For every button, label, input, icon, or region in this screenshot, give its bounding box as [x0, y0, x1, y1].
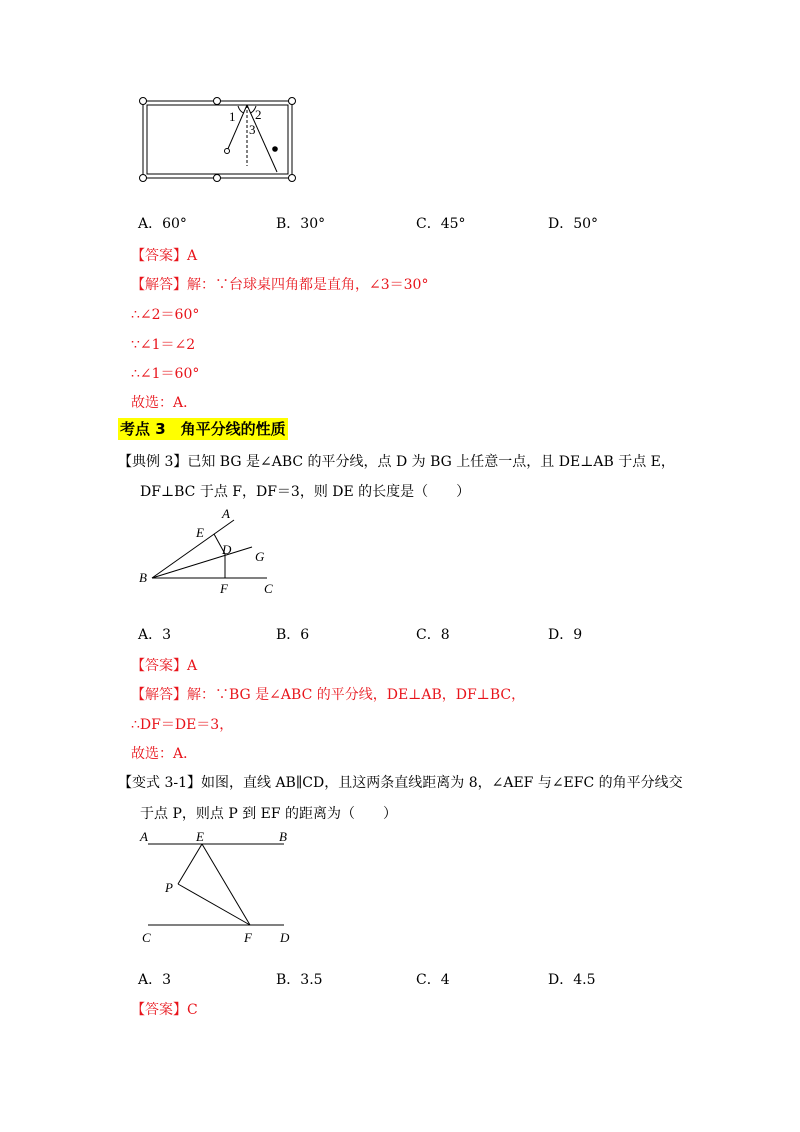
q2-options: [138, 624, 698, 644]
point-a-label: A: [222, 506, 230, 521]
point-e-label: E: [196, 829, 204, 844]
point-c-label: C: [264, 581, 273, 596]
q1-solution-line: 故选：A．: [131, 395, 198, 411]
q2-solution-line: 【解答】解：∵BG 是∠ABC 的平分线，DE⊥AB，DF⊥BC，: [131, 687, 526, 703]
q1-solution-line: ∵∠1＝∠2: [131, 337, 196, 353]
point-f-label: F: [220, 581, 228, 596]
q3-option-d: D．4.5: [548, 972, 596, 988]
point-p-label: P: [165, 880, 173, 895]
point-d-label: D: [222, 542, 232, 557]
q2-option-c: C．8: [416, 627, 450, 643]
q2-solution-line: 故选：A．: [131, 746, 198, 762]
q1-solution-line: 【解答】解：∵台球桌四角都是直角，∠3＝30°: [131, 277, 429, 293]
angle-2-label: 2: [255, 107, 262, 122]
angle-3-label: 3: [249, 122, 256, 137]
section-heading: 考点 3 角平分线的性质: [120, 420, 286, 438]
point-f-label: F: [244, 930, 252, 945]
point-b-label: B: [139, 570, 147, 585]
pool-table-figure: [134, 94, 304, 186]
parallel-lines-figure: [134, 826, 304, 948]
q1-option-a: A．60°: [138, 216, 187, 232]
q3-option-b: B．3.5: [276, 972, 323, 988]
q2-option-b: B．6: [276, 627, 310, 643]
q3-option-c: C．4: [416, 972, 450, 988]
point-g-label: G: [255, 549, 265, 564]
q3-answer: 【答案】C: [131, 1002, 198, 1018]
point-a-label: A: [140, 829, 148, 844]
q1-answer: 【答案】A: [131, 248, 198, 264]
q2-option-d: D．9: [548, 627, 583, 643]
q2-solution-line: ∴DF＝DE＝3，: [131, 717, 234, 733]
q1-options: [138, 213, 698, 233]
q3-option-a: A．3: [138, 972, 172, 988]
angle-bisector-figure: [134, 506, 284, 598]
q3-stem-line: 于点 P，则点 P 到 EF 的距离为（ ）: [140, 806, 398, 822]
point-c-label: C: [142, 930, 151, 945]
q2-answer: 【答案】A: [131, 658, 198, 674]
q1-option-d: D．50°: [548, 216, 599, 232]
q2-stem-line: DF⊥BC 于点 F，DF＝3，则 DE 的长度是（ ）: [140, 484, 471, 500]
q1-solution-line: ∴∠1＝60°: [131, 366, 200, 382]
point-b-label: B: [279, 829, 287, 844]
q1-option-b: B．30°: [276, 216, 326, 232]
q2-stem-line: 【典例 3】已知 BG 是∠ABC 的平分线，点 D 为 BG 上任意一点，且 DE⊥AB 于点 E，: [118, 454, 675, 470]
q3-stem-line: 【变式 3-1】如图，直线 AB∥CD，且这两条直线距离为 8，∠AEF 与∠EFC 的角平分线交: [118, 775, 683, 791]
point-d-label: D: [280, 930, 290, 945]
q2-option-a: A．3: [138, 627, 172, 643]
angle-1-label: 1: [229, 109, 236, 124]
point-e-label: E: [196, 525, 204, 540]
q1-option-c: C．45°: [416, 216, 466, 232]
q1-solution-line: ∴∠2＝60°: [131, 307, 200, 323]
q3-options: [138, 969, 698, 989]
